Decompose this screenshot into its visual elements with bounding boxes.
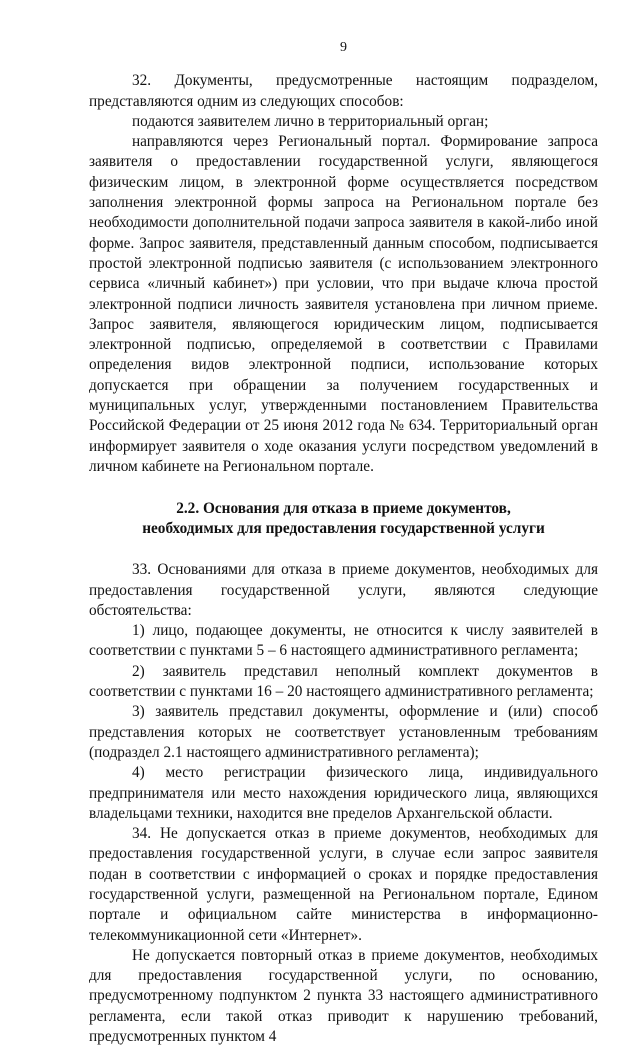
paragraph-33: 33. Основаниями для отказа в приеме документов, необходимых для предоставления государственной услуги, являются следующие обстоятельства: [89,561,598,619]
list-item-2: 2) заявитель представил неполный комплект документов в соответствии с пунктами 16 – 20 настоящего административного регламента; [89,662,598,701]
section-heading [89,499,598,539]
paragraph-32: 32. Документы, предусмотренные настоящим подразделом, представляются одним из следующих способов: [89,72,598,110]
list-item-1: 1) лицо, подающее документы, не относится к числу заявителей в соответствии с пунктами 5 – 6 настоящего административного регламента; [89,622,598,660]
paragraph-34: 34. Не допускается отказ в приеме документов, необходимых для предоставления государственной услуги, в случае если запрос заявителя подан в соответствии с информацией о сроках и порядке предоставления государственной услуги, размещенной на Региональном портале, Едином портале и официальном сайте министерства в информационно-телекоммуникационной сети «Интернет». [89,825,598,944]
paragraph-submit-via-portal: направляются через Региональный портал. Формирование запроса заявителя о предоставлении государственной услуги, являющегося физическим лицом, в электронной форме осуществляется посредством заполнения электронной формы запроса на Региональном портале без необходимости дополнительной подачи запроса заявителя в какой-либо иной форме. Запрос заявителя, представленный данным способом, подписывается простой электронной подписью заявителя (с использованием электронного сервиса «личный кабинет») при условии, что при выдаче ключа простой электронной подписи личность заявителя установлена при личном приеме. Запрос заявителя, являющегося юридическим лицом, подписывается электронной подписью, определяемой в соответствии с Правилами определения видов электронной подписи, использование которых допускается при обращении за получением государственных и муниципальных услуг, утвержденными постановлением Правительства Российской Федерации от 25 июня 2012 года № 634. Территориальный орган информирует заявителя о ходе оказания услуги посредством уведомлений в личном кабинете на Региональном портале. [89,133,598,475]
paragraph-repeat-refusal: Не допускается повторный отказ в приеме документов, необходимых для предоставления государственной услуги, по основанию, предусмотренному подпунктом 2 пункта 33 настоящего административного регламента, если такой отказ приводит к нарушению требований, предусмотренных пунктом 4 [89,946,598,1046]
section-heading-line-1: 2.2. Основания для отказа в приеме документов, [176,500,511,518]
section-heading-line-2: необходимых для предоставления государственной услуги [142,520,545,538]
paragraph-submit-in-person: подаются заявителем лично в территориальный орган; [132,112,489,130]
list-item-4: 4) место регистрации физического лица, индивидуального предпринимателя или место нахождения юридического лица, являющихся владельцами техники, находится вне пределов Архангельской области. [89,764,598,822]
list-item-3: 3) заявитель представил документы, оформление и (или) способ представления которых не соответствует установленным требованиям (подраздел 2.1 настоящего административного регламента); [89,703,598,761]
page-number: 9 [340,40,347,55]
